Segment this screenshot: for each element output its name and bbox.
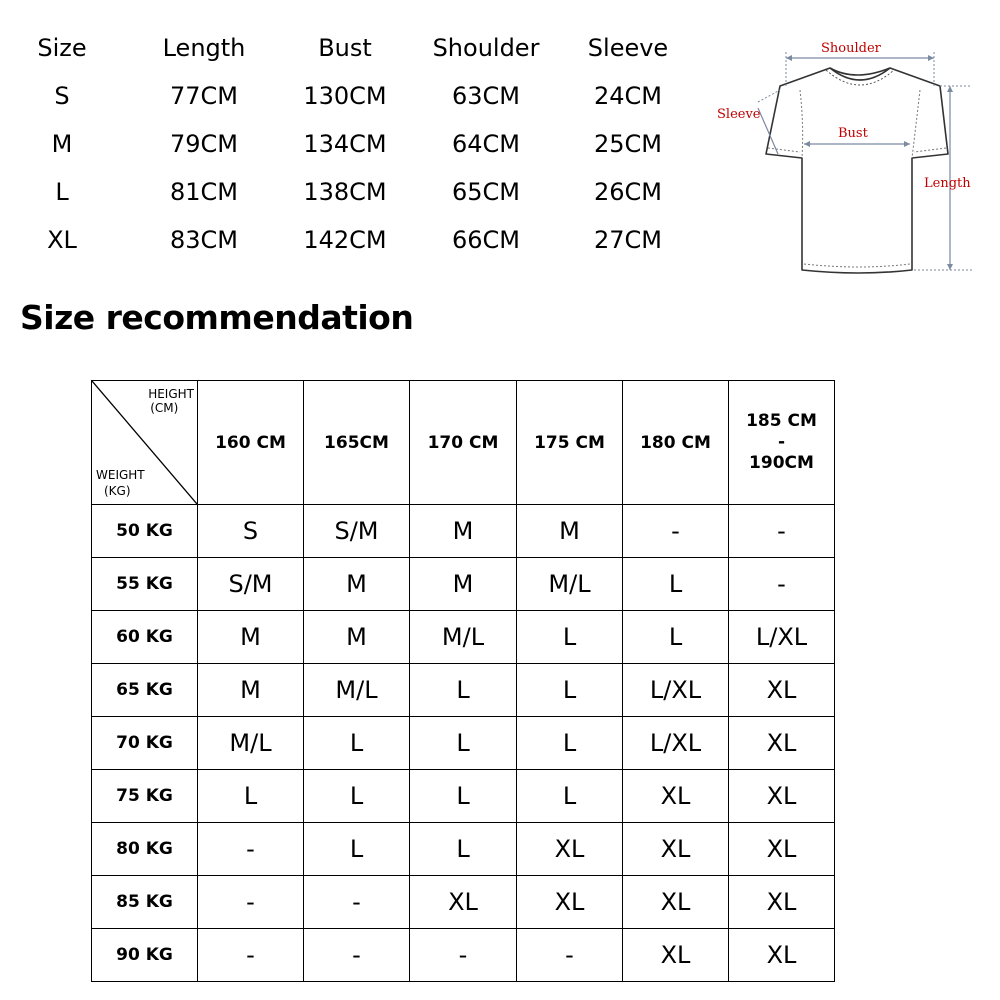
- height-header: 165CM: [304, 381, 410, 505]
- recommendation-body: [92, 505, 835, 982]
- weight-cell: 65 KG: [92, 664, 198, 717]
- size-cell: S/M: [198, 558, 304, 611]
- size-cell: XL: [623, 770, 729, 823]
- size-chart-cell: 24CM: [593, 82, 663, 110]
- size-cell: L: [623, 611, 729, 664]
- size-cell: XL: [517, 823, 623, 876]
- size-cell: L/XL: [729, 611, 835, 664]
- weight-cell: 50 KG: [92, 505, 198, 558]
- size-cell: L: [517, 664, 623, 717]
- size-cell: XL: [729, 823, 835, 876]
- size-cell: M: [304, 611, 410, 664]
- size-cell: M: [410, 558, 517, 611]
- shoulder-label: Shoulder: [821, 41, 881, 56]
- size-cell: XL: [729, 717, 835, 770]
- size-cell: M: [198, 664, 304, 717]
- table-row: [92, 823, 835, 876]
- size-chart-cell: 81CM: [169, 178, 239, 206]
- weight-cell: 55 KG: [92, 558, 198, 611]
- size-chart-cell: 65CM: [451, 178, 521, 206]
- size-cell: -: [410, 929, 517, 982]
- size-cell: L: [410, 770, 517, 823]
- size-cell: L/XL: [623, 717, 729, 770]
- size-cell: XL: [410, 876, 517, 929]
- height-header: 175 CM: [517, 381, 623, 505]
- size-cell: L: [304, 717, 410, 770]
- height-header: 160 CM: [198, 381, 304, 505]
- size-cell: M: [304, 558, 410, 611]
- size-cell: L: [304, 770, 410, 823]
- size-chart-cell: 83CM: [169, 226, 239, 254]
- size-chart-cell: 64CM: [451, 130, 521, 158]
- weight-cell: 85 KG: [92, 876, 198, 929]
- size-cell: XL: [729, 876, 835, 929]
- size-cell: XL: [729, 664, 835, 717]
- size-cell: L: [517, 770, 623, 823]
- weight-cell: 90 KG: [92, 929, 198, 982]
- size-chart-header: Bust: [318, 34, 372, 62]
- size-cell: XL: [623, 929, 729, 982]
- size-cell: -: [729, 558, 835, 611]
- size-cell: XL: [729, 770, 835, 823]
- size-cell: L: [623, 558, 729, 611]
- size-chart-cell: 134CM: [303, 130, 387, 158]
- size-chart-row: [0, 76, 700, 116]
- table-row: [92, 929, 835, 982]
- size-cell: XL: [623, 876, 729, 929]
- corner-header-cell: [92, 381, 198, 505]
- size-chart-row: [0, 124, 700, 164]
- size-cell: L: [517, 611, 623, 664]
- size-chart-cell: 138CM: [303, 178, 387, 206]
- size-chart-header: Sleeve: [587, 34, 669, 62]
- size-cell: -: [198, 823, 304, 876]
- size-cell: -: [517, 929, 623, 982]
- size-chart-cell: 66CM: [451, 226, 521, 254]
- weight-cell: 60 KG: [92, 611, 198, 664]
- size-chart-cell: 130CM: [303, 82, 387, 110]
- size-chart-cell: 142CM: [303, 226, 387, 254]
- size-chart-header: Length: [162, 34, 246, 62]
- size-recommendation-title: Size recommendation: [20, 298, 414, 337]
- weight-cell: 75 KG: [92, 770, 198, 823]
- size-cell: M: [517, 505, 623, 558]
- size-cell: -: [623, 505, 729, 558]
- weight-axis-label: WEIGHT (KG): [96, 468, 145, 498]
- size-cell: -: [198, 929, 304, 982]
- table-row: [92, 611, 835, 664]
- height-header: 170 CM: [410, 381, 517, 505]
- size-chart-cell: 27CM: [593, 226, 663, 254]
- table-row: [92, 664, 835, 717]
- size-cell: -: [198, 876, 304, 929]
- size-cell: -: [304, 929, 410, 982]
- size-cell: -: [304, 876, 410, 929]
- table-row: [92, 876, 835, 929]
- size-chart-header-row: [0, 28, 700, 68]
- size-chart-row: [0, 172, 700, 212]
- tshirt-measurement-diagram: [700, 30, 1000, 290]
- size-chart-cell: 79CM: [169, 130, 239, 158]
- table-row: [92, 505, 835, 558]
- size-chart-cell: XL: [47, 226, 77, 254]
- size-chart-cell: 26CM: [593, 178, 663, 206]
- size-chart-cell: L: [55, 178, 69, 206]
- height-header: 180 CM: [623, 381, 729, 505]
- size-cell: -: [729, 505, 835, 558]
- size-chart-cell: S: [54, 82, 70, 110]
- size-chart-cell: 63CM: [451, 82, 521, 110]
- height-header-row: [92, 381, 835, 505]
- size-cell: L/XL: [623, 664, 729, 717]
- size-cell: M/L: [410, 611, 517, 664]
- size-cell: L: [517, 717, 623, 770]
- size-cell: XL: [623, 823, 729, 876]
- size-cell: L: [410, 664, 517, 717]
- size-recommendation-table: [91, 380, 835, 982]
- table-row: [92, 717, 835, 770]
- size-cell: XL: [517, 876, 623, 929]
- size-chart-header: Size: [37, 34, 87, 62]
- size-cell: S/M: [304, 505, 410, 558]
- size-chart-row: [0, 220, 700, 260]
- height-header: 185 CM - 190CM: [729, 381, 835, 505]
- size-cell: L: [304, 823, 410, 876]
- size-chart-cell: 77CM: [169, 82, 239, 110]
- size-cell: S: [198, 505, 304, 558]
- height-axis-label: HEIGHT (CM): [148, 387, 194, 415]
- weight-cell: 80 KG: [92, 823, 198, 876]
- size-cell: M/L: [304, 664, 410, 717]
- table-row: [92, 558, 835, 611]
- tshirt-outline-icon: [700, 30, 1000, 290]
- size-cell: L: [410, 717, 517, 770]
- size-cell: M: [198, 611, 304, 664]
- size-chart-cell: M: [51, 130, 73, 158]
- size-cell: L: [198, 770, 304, 823]
- size-chart-cell: 25CM: [593, 130, 663, 158]
- size-chart-header: Shoulder: [432, 34, 540, 62]
- bust-label: Bust: [838, 126, 868, 141]
- size-cell: L: [410, 823, 517, 876]
- table-row: [92, 770, 835, 823]
- weight-cell: 70 KG: [92, 717, 198, 770]
- size-cell: XL: [729, 929, 835, 982]
- sleeve-label: Sleeve: [717, 107, 761, 122]
- size-cell: M/L: [198, 717, 304, 770]
- size-cell: M/L: [517, 558, 623, 611]
- length-label: Length: [924, 176, 971, 191]
- size-cell: M: [410, 505, 517, 558]
